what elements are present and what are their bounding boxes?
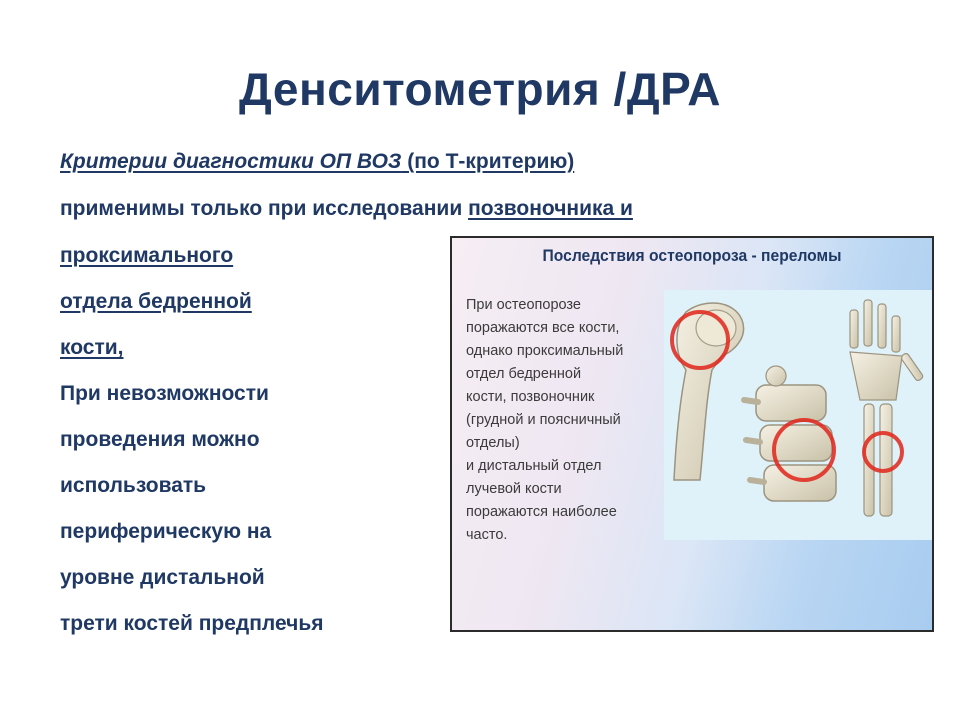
caption-line: При остеопорозе xyxy=(466,297,581,313)
caption-line: и дистальный отдел xyxy=(466,458,602,474)
criteria-italic: Критерии диагностики ОП ВОЗ xyxy=(60,150,402,173)
conducting-line: проведения можно xyxy=(60,428,260,451)
criteria-rest: (по Т-критерию) xyxy=(401,150,575,173)
caption-line: (грудной и поясничный xyxy=(466,412,621,428)
femur-section-line: отдела бедренной xyxy=(60,290,252,313)
impossibility-line: При невозможности xyxy=(60,382,269,405)
spine-icon xyxy=(744,366,836,501)
spine-text: позвоночника и xyxy=(468,197,633,220)
proximal-line: проксимального xyxy=(60,244,234,267)
forearm-line: трети костей предплечья xyxy=(60,612,324,635)
caption-line: лучевой кости xyxy=(466,481,562,497)
caption-line: часто. xyxy=(466,527,508,543)
caption-line: поражаются все кости, xyxy=(466,320,620,336)
osteoporosis-figure xyxy=(450,236,934,632)
caption-line: поражаются наиболее xyxy=(466,504,617,520)
applicable-line xyxy=(60,197,633,221)
caption-line: отдел бедренной xyxy=(466,366,582,382)
slide-title: Денситометрия /ДРА xyxy=(239,63,721,115)
peripheral-line: периферическую на xyxy=(60,520,272,543)
bone-line: кости, xyxy=(60,336,124,359)
use-line: использовать xyxy=(60,474,207,497)
femur-icon xyxy=(672,303,744,480)
figure-caption xyxy=(466,294,676,547)
hand-icon xyxy=(850,300,924,516)
fracture-illustration xyxy=(664,290,934,540)
applicable-text: применимы только при исследовании xyxy=(60,197,469,220)
caption-line: кости, позвоночник xyxy=(466,389,595,405)
figure-title: Последствия остеопороза - переломы xyxy=(542,246,842,265)
distal-line: уровне дистальной xyxy=(60,566,265,589)
criteria-line xyxy=(60,150,574,174)
caption-line: отделы) xyxy=(466,435,520,451)
caption-line: однако проксимальный xyxy=(466,343,624,359)
